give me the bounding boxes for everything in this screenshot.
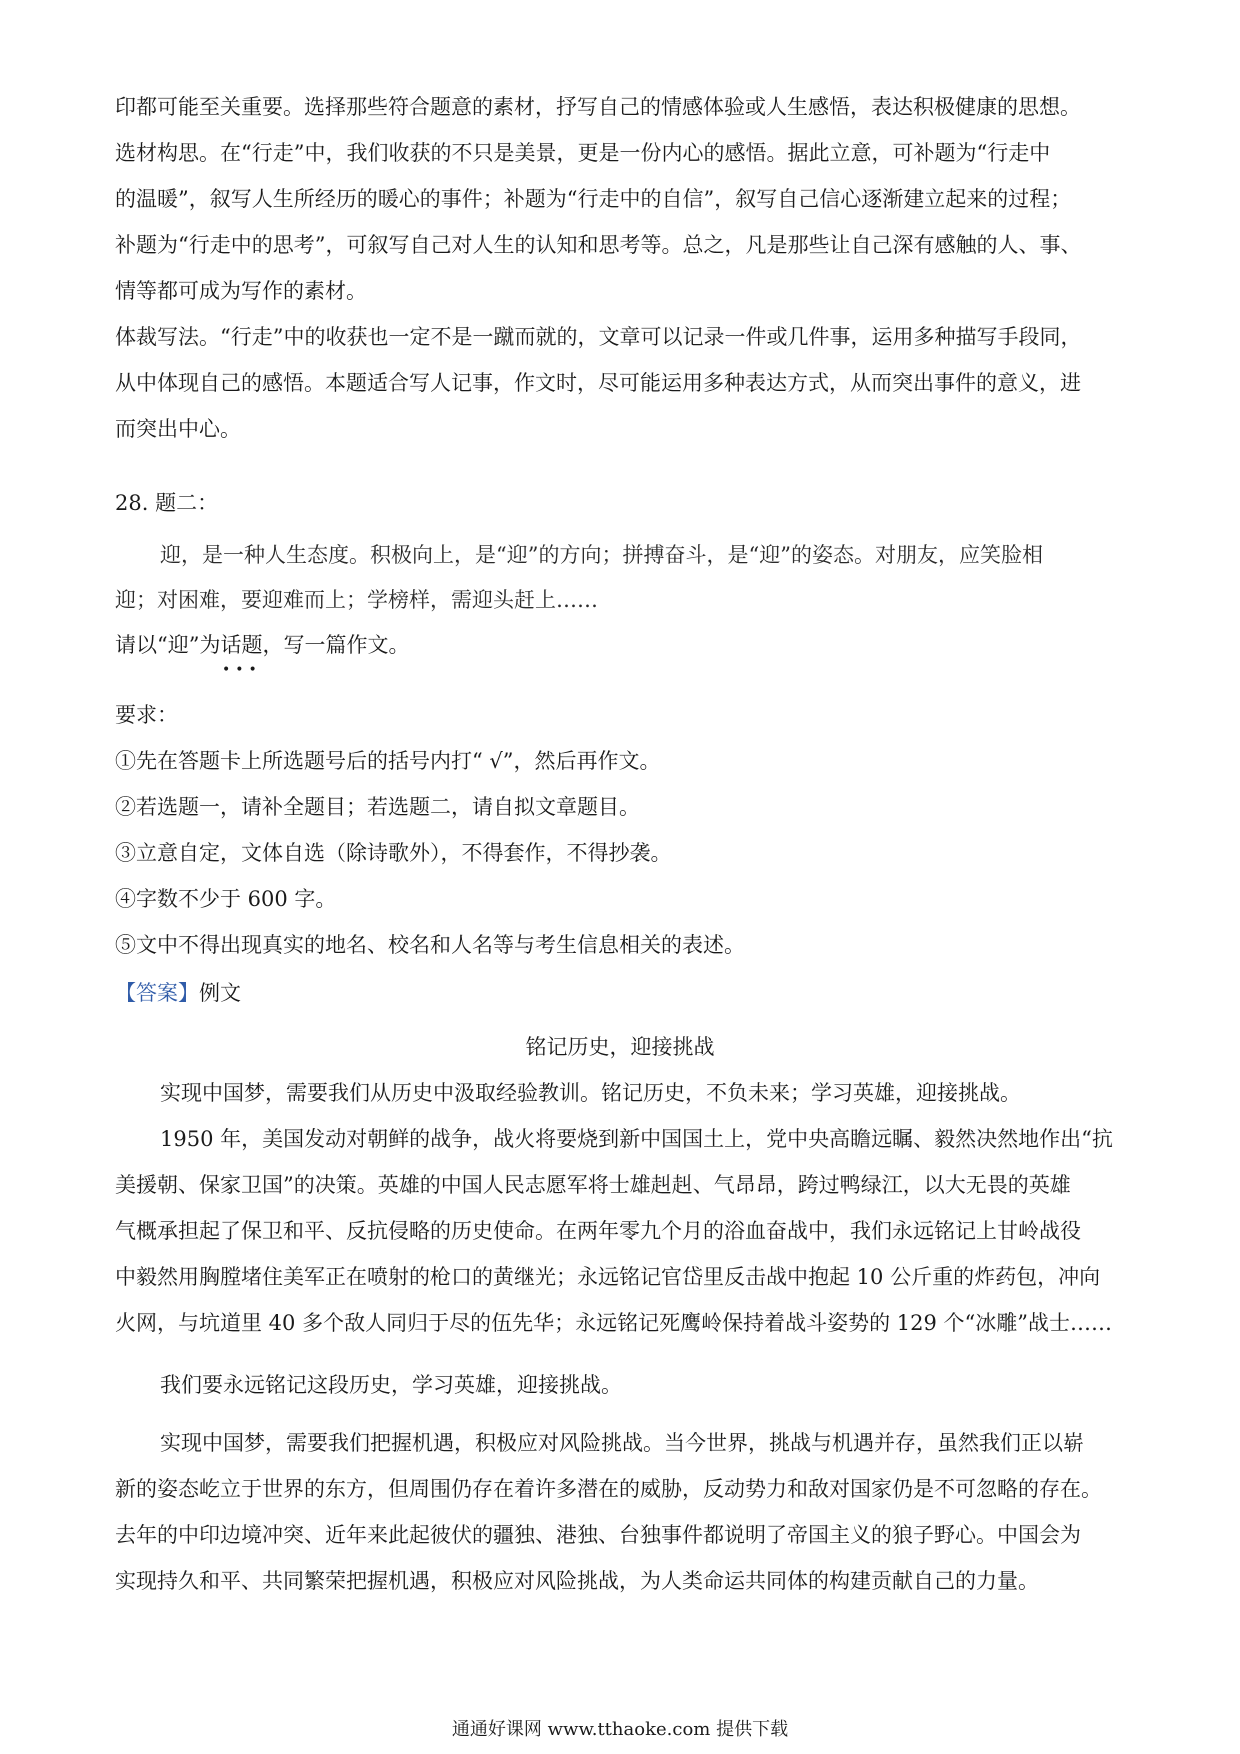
requirement-item: ④字数不少于 600 字。 — [115, 887, 337, 911]
question-prompt-line: 迎，是一种人生态度。积极向上，是“迎”的方向；拼搏奋斗，是“迎”的姿态。对朋友，应笑脸相 — [160, 543, 1043, 567]
intro-line: 体裁写法。“行走”中的收获也一定不是一蹴而就的，文章可以记录一件或几件事，运用多种描写手段同， — [115, 325, 1082, 349]
intro-line: 的温暖”，叙写人生所经历的暖心的事件；补题为“行走中的自信”，叙写自己信心逐渐建立起来的过程； — [115, 187, 1072, 211]
essay-paragraph-line: 实现中国梦，需要我们把握机遇，积极应对风险挑战。当今世界，挑战与机遇并存，虽然我们正以崭 — [160, 1431, 1084, 1455]
essay-paragraph-line: 我们要永远铭记这段历史，学习英雄，迎接挑战。 — [160, 1373, 622, 1397]
emphasis-dots: ••• — [222, 662, 262, 678]
essay-paragraph-line: 实现持久和平、共同繁荣把握机遇，积极应对风险挑战，为人类命运共同体的构建贡献自己的力量。 — [115, 1569, 1039, 1593]
essay-paragraph-line: 火网，与坑道里 40 多个敌人同归于尽的伍先华；永远铭记死鹰岭保持着战斗姿势的 129 个“冰雕”战士…… — [115, 1311, 1112, 1335]
intro-line: 从中体现自己的感悟。本题适合写人记事，作文时，尽可能运用多种表达方式，从而突出事件的意义，进 — [115, 371, 1081, 395]
essay-title: 铭记历史，迎接挑战 — [525, 1035, 715, 1059]
answer-label: 例文 — [199, 981, 241, 1005]
essay-paragraph-line: 美援朝、保家卫国”的决策。英雄的中国人民志愿军将士雄赳赳、气昂昂，跨过鸭绿江，以大无畏的英雄 — [115, 1173, 1071, 1197]
essay-paragraph-line: 1950 年，美国发动对朝鲜的战争，战火将要烧到新中国国土上，党中央高瞻远瞩、毅然决然地作出“抗 — [160, 1127, 1113, 1151]
requirement-item: ③立意自定，文体自选（除诗歌外），不得套作，不得抄袭。 — [115, 841, 672, 865]
intro-line: 情等都可成为写作的素材。 — [115, 279, 367, 303]
question-prompt-line: 迎；对困难，要迎难而上；学榜样，需迎头赶上…… — [115, 588, 598, 612]
essay-paragraph-line: 实现中国梦，需要我们从历史中汲取经验教训。铭记历史，不负未来；学习英雄，迎接挑战。 — [160, 1081, 1021, 1105]
essay-paragraph-line: 去年的中印边境冲突、近年来此起彼伏的疆独、港独、台独事件都说明了帝国主义的狼子野心。中国会为 — [115, 1523, 1081, 1547]
essay-paragraph-line: 气概承担起了保卫和平、反抗侵略的历史使命。在两年零九个月的浴血奋战中，我们永远铭记上甘岭战役 — [115, 1219, 1081, 1243]
requirement-item: ⑤文中不得出现真实的地名、校名和人名等与考生信息相关的表述。 — [115, 933, 745, 957]
essay-paragraph-line: 新的姿态屹立于世界的东方，但周围仍存在着许多潜在的威胁，反动势力和敌对国家仍是不可忽略的存在。 — [115, 1477, 1102, 1501]
question-number: 28. 题二： — [115, 491, 219, 515]
intro-line: 补题为“行走中的思考”，可叙写自己对人生的认知和思考等。总之，凡是那些让自己深有感触的人、事、 — [115, 233, 1082, 257]
requirement-item: ②若选题一，请补全题目；若选题二，请自拟文章题目。 — [115, 795, 640, 819]
intro-line: 选材构思。在“行走”中，我们收获的不只是美景，更是一份内心的感悟。据此立意，可补题为“行走中 — [115, 141, 1051, 165]
intro-line: 而突出中心。 — [115, 417, 241, 441]
answer-tag: 【答案】 — [115, 981, 199, 1005]
intro-line: 印都可能至关重要。选择那些符合题意的素材，抒写自己的情感体验或人生感悟，表达积极健康的思想。 — [115, 95, 1081, 119]
requirement-item: ①先在答题卡上所选题号后的括号内打“ √”，然后再作文。 — [115, 749, 661, 773]
question-instruction: 请以“迎”为话题，写一篇作文。 — [115, 633, 410, 657]
requirements-heading: 要求： — [115, 703, 178, 727]
answer-line — [115, 978, 1125, 1008]
essay-paragraph-line: 中毅然用胸膛堵住美军正在喷射的枪口的黄继光；永远铭记官岱里反击战中抱起 10 公斤重的炸药包，冲向 — [115, 1265, 1101, 1289]
page-footer: 通通好课网 www.tthaoke.com 提供下载 — [451, 1719, 789, 1740]
